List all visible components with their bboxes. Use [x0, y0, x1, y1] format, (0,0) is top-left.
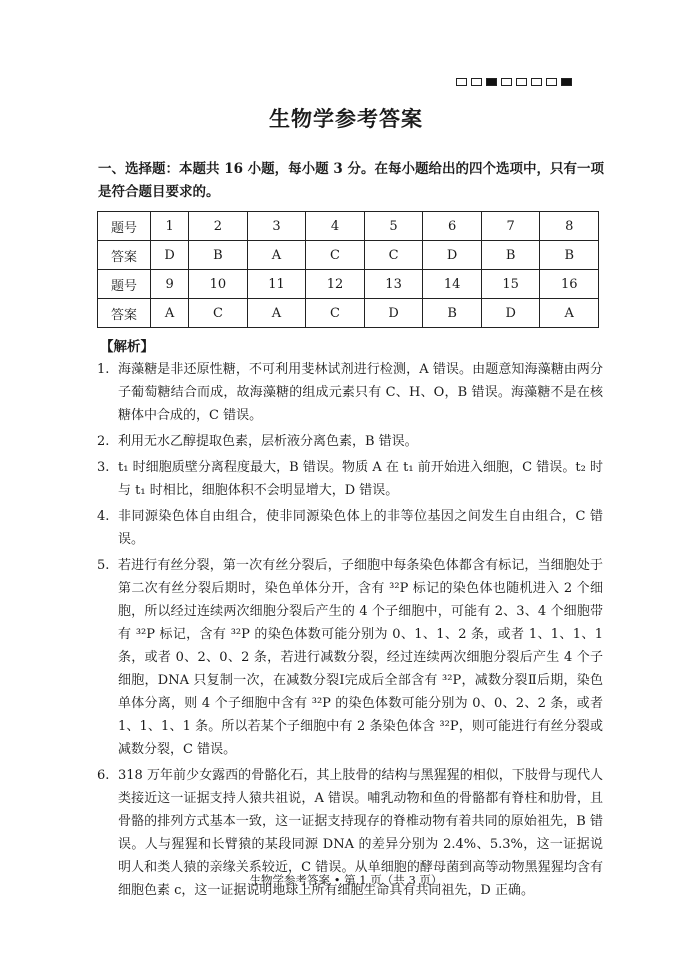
answer-table — [97, 211, 599, 328]
analysis-item — [97, 456, 603, 502]
item-number: 2. — [97, 434, 110, 449]
table-cell: D — [423, 241, 482, 270]
table-row — [98, 212, 599, 241]
analysis-list — [97, 358, 603, 905]
header-mark — [531, 78, 542, 86]
table-cell: A — [540, 299, 599, 328]
table-cell: D — [151, 241, 189, 270]
analysis-heading: 【解析】 — [100, 339, 154, 355]
header-mark — [456, 78, 467, 86]
table-cell: C — [306, 299, 365, 328]
table-cell: 2 — [189, 212, 248, 241]
row-header-cell: 答案 — [98, 299, 151, 328]
table-cell: B — [189, 241, 248, 270]
table-cell: 10 — [189, 270, 248, 299]
item-text: 海藻糖是非还原性糖，不可利用斐林试剂进行检测，A 错误。由题意知海藻糖由两分子葡萄糖结合而成，故海藻糖的组成元素只有 C、H、O，B 错误。海藻糖不是在核糖体中合成的，C 错误。 — [118, 362, 603, 423]
table-cell: C — [189, 299, 248, 328]
table-cell: 5 — [364, 212, 423, 241]
table-cell: 7 — [481, 212, 540, 241]
header-mark — [516, 78, 527, 86]
analysis-item — [97, 554, 603, 761]
table-cell: A — [247, 241, 306, 270]
page-title: 生物学参考答案 — [269, 106, 423, 131]
table-cell: 13 — [364, 270, 423, 299]
item-number: 3. — [97, 460, 110, 475]
table-cell: 11 — [247, 270, 306, 299]
table-cell: 9 — [151, 270, 189, 299]
header-mark — [546, 78, 557, 86]
header-mark — [501, 78, 512, 86]
analysis-item — [97, 358, 603, 427]
header-mark — [561, 78, 572, 86]
item-number: 6. — [97, 768, 110, 783]
table-cell: 6 — [423, 212, 482, 241]
table-cell: D — [364, 299, 423, 328]
table-cell: A — [151, 299, 189, 328]
item-text: 318 万年前少女露西的骨骼化石，其上肢骨的结构与黑猩猩的相似，下肢骨与现代人类接近这一证据支持人猿共祖说，A 错误。哺乳动物和鱼的骨骼都有脊柱和肋骨，且骨骼的排列方式基本一致，这一证据支持现存的脊椎动物有着共同的原始祖先，B 错误。人与猩猩和长臂猿的某段同源 DNA 的差异分别为 2.4%、5.3%，这一证据说明人和类人猿的亲缘关系较近，C 错误。从单细胞的酵母菌到高等动物黑猩猩均含有细胞色素 c，这一证据说明地球上所有细胞生命具有共同祖先，D 正确。 — [118, 768, 603, 898]
table-cell: D — [481, 299, 540, 328]
table-row — [98, 299, 599, 328]
item-number: 5. — [97, 558, 110, 573]
analysis-item — [97, 505, 603, 551]
row-header-cell: 题号 — [98, 212, 151, 241]
analysis-item — [97, 430, 603, 453]
table-cell: C — [306, 241, 365, 270]
row-header-cell: 答案 — [98, 241, 151, 270]
table-cell: A — [247, 299, 306, 328]
table-cell: 12 — [306, 270, 365, 299]
page-footer: 生物学参考答案 • 第 1 页（共 3 页） — [249, 873, 443, 887]
table-cell: 3 — [247, 212, 306, 241]
row-header-cell: 题号 — [98, 270, 151, 299]
table-cell: 1 — [151, 212, 189, 241]
item-text: 非同源染色体自由组合，使非同源染色体上的非等位基因之间发生自由组合，C 错误。 — [118, 509, 603, 547]
header-mark — [486, 78, 497, 86]
table-row — [98, 241, 599, 270]
item-text: 利用无水乙醇提取色素，层析液分离色素，B 错误。 — [118, 434, 418, 449]
table-cell: 8 — [540, 212, 599, 241]
section-heading: 一、选择题：本题共 16 小题，每小题 3 分。在每小题给出的四个选项中，只有一项是符合题目要求的。 — [98, 161, 604, 200]
table-cell: 4 — [306, 212, 365, 241]
header-mark — [471, 78, 482, 86]
table-cell: B — [540, 241, 599, 270]
item-text: t₁ 时细胞质壁分离程度最大，B 错误。物质 A 在 t₁ 前开始进入细胞，C 错误。t₂ 时与 t₁ 时相比，细胞体积不会明显增大，D 错误。 — [118, 460, 603, 498]
table-cell: 15 — [481, 270, 540, 299]
table-cell: B — [481, 241, 540, 270]
item-number: 1. — [97, 362, 110, 377]
table-cell: B — [423, 299, 482, 328]
table-row — [98, 270, 599, 299]
item-number: 4. — [97, 509, 110, 524]
table-cell: 14 — [423, 270, 482, 299]
item-text: 若进行有丝分裂，第一次有丝分裂后，子细胞中每条染色体都含有标记，当细胞处于第二次有丝分裂后期时，染色单体分开，含有 ³²P 标记的染色体也随机进入 2 个细胞，所以经过连续两次细胞分裂后产生的 4 个子细胞中，可能有 2、3、4 个细胞带有 ³²P 标记，含有 ³²P 的染色体数可能分别为 0、1、1、2 条，或者 1、1、1、1 条，或者 0、2、0、2 条，若进行减数分裂，经过连续两次细胞分裂后产生 4 个子细胞，DNA 只复制一次，在减数分裂Ⅰ完成后全部含有 ³²P，减数分裂Ⅱ后期，染色单体分离，则 4 个子细胞中含有 ³²P 的染色体数可能分别为 0、0、2、2 条，或者 1、1、1、1 条。所以若某个子细胞中有 2 条染色体含 ³²P，则可能进行有丝分裂或减数分裂，C 错误。 — [118, 558, 603, 757]
table-cell: C — [364, 241, 423, 270]
table-cell: 16 — [540, 270, 599, 299]
header-marks — [456, 78, 572, 86]
